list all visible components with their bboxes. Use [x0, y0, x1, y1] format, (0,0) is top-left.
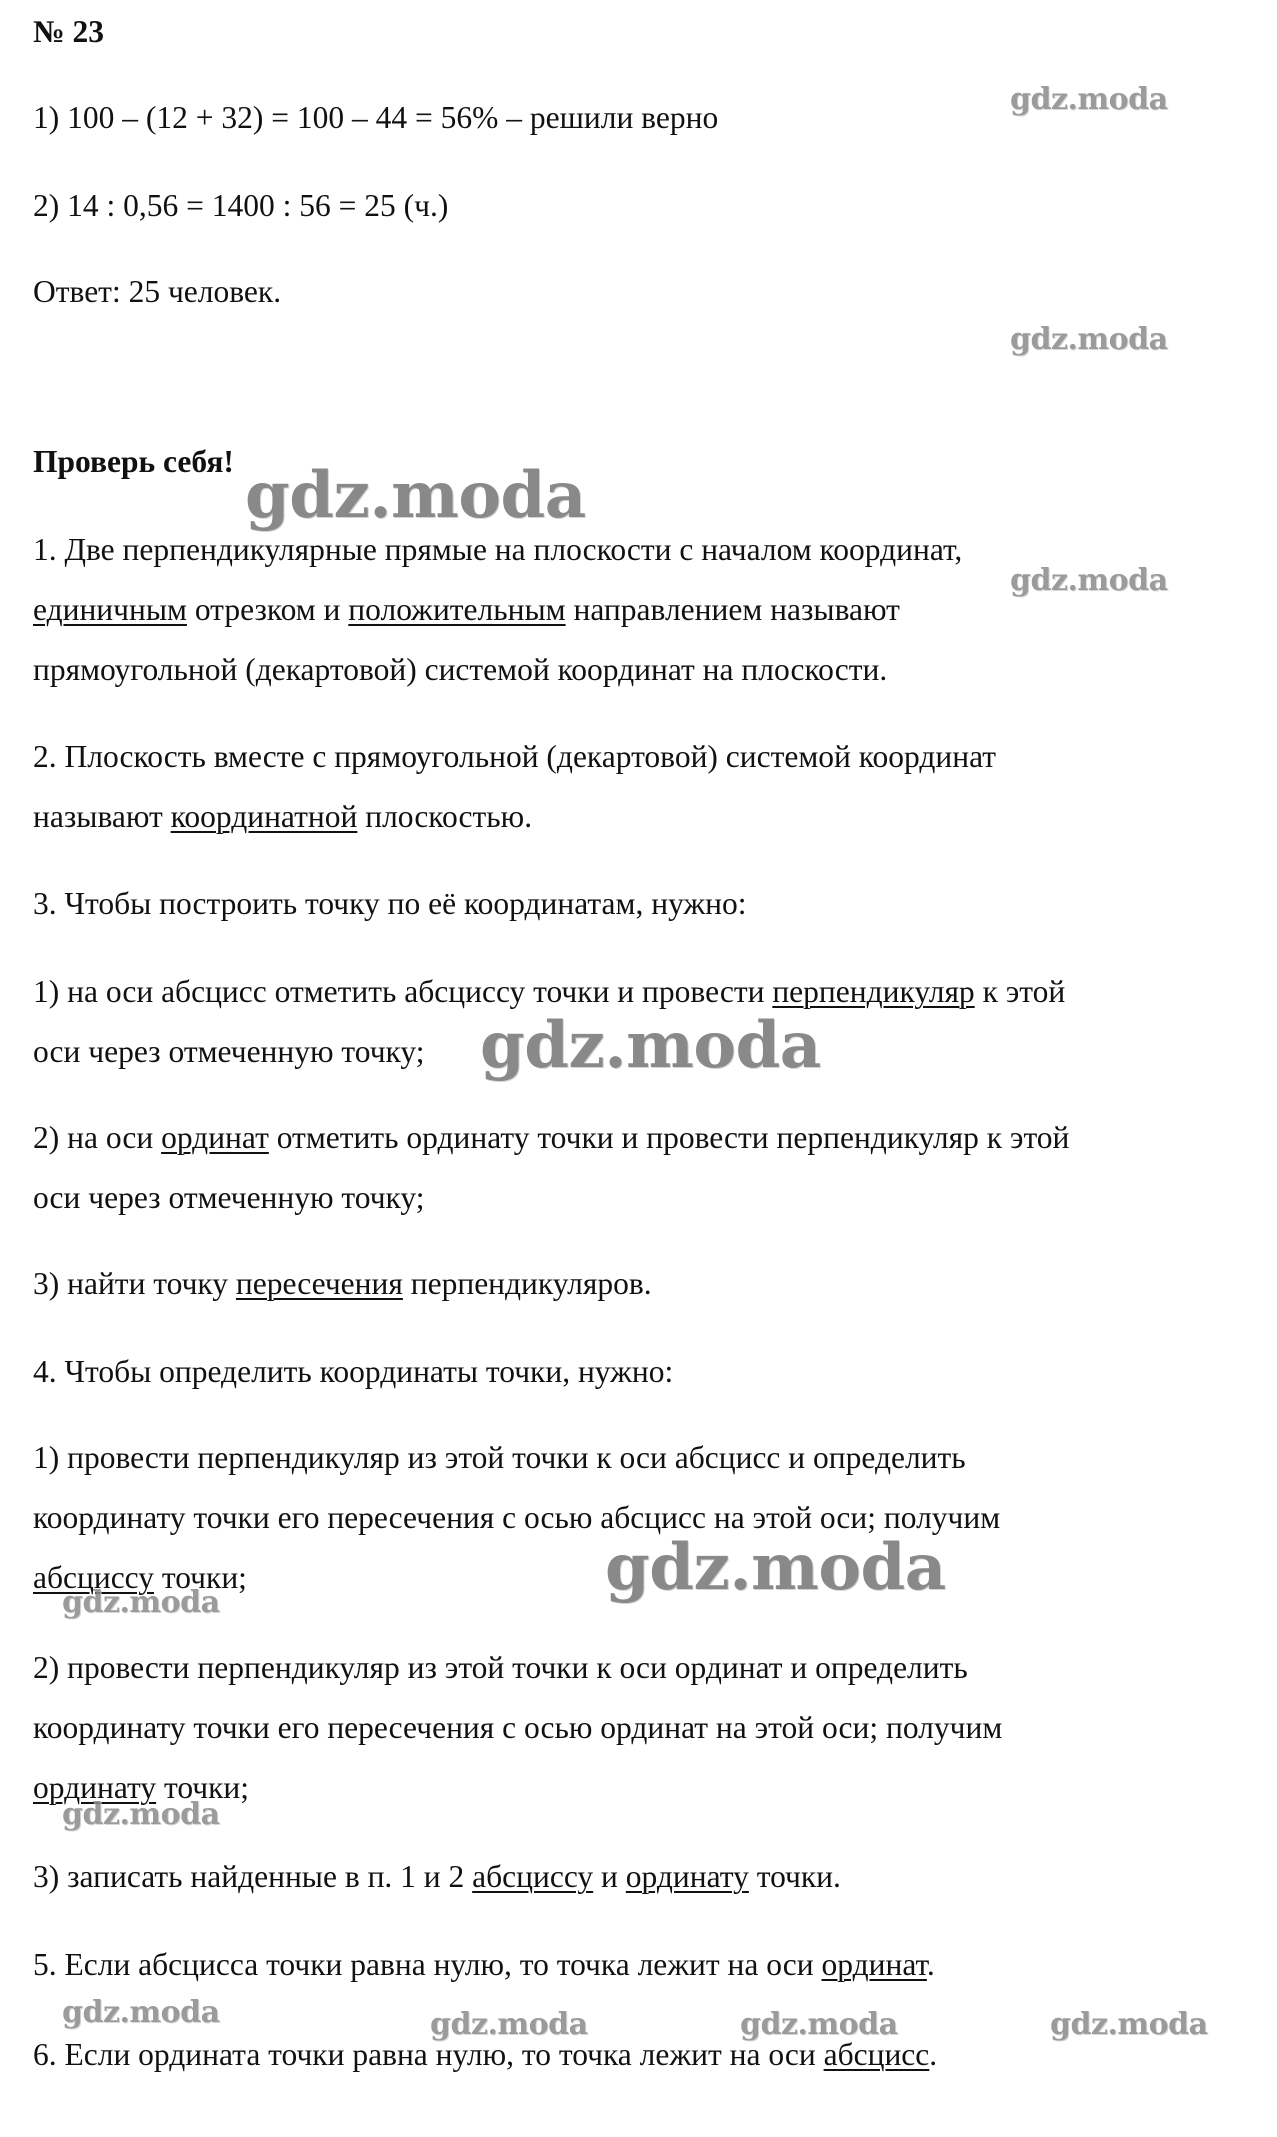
q1-line-1: 1. Две перпендикулярные прямые на плоскости с началом координат, — [33, 532, 963, 567]
watermark: gdz.moda — [605, 1530, 946, 1605]
solution-step-1: 1) 100 – (12 + 32) = 100 – 44 = 56% – решили верно — [33, 100, 719, 135]
q2-line-2: называют координатной плоскостью. — [33, 799, 533, 834]
watermark: gdz.moda — [740, 2007, 898, 2042]
solution-step-2: 2) 14 : 0,56 = 1400 : 56 = 25 (ч.) — [33, 188, 449, 223]
watermark: gdz.moda — [1010, 322, 1168, 357]
underlined-term: перпендикуляр — [772, 974, 975, 1009]
underlined-term: ординат — [161, 1120, 269, 1155]
underlined-term: абсциссу — [33, 1560, 155, 1595]
underlined-term: ординат — [821, 1947, 927, 1982]
underlined-term: ординату — [625, 1859, 749, 1894]
q4-step-2-line-2: координату точки его пересечения с осью ординат на этой оси; получим — [33, 1710, 1003, 1745]
q4-step-1-line-1: 1) провести перпендикуляр из этой точки к оси абсцисс и определить — [33, 1440, 966, 1475]
q4-step-1-line-2: координату точки его пересечения с осью абсцисс на этой оси; получим — [33, 1500, 1001, 1535]
q4-line-1: 4. Чтобы определить координаты точки, нужно: — [33, 1354, 674, 1389]
q1-line-2: единичным отрезком и положительным направлением называют — [33, 592, 900, 627]
watermark: gdz.moda — [62, 1797, 220, 1832]
q3-step-3: 3) найти точку пересечения перпендикуляров. — [33, 1266, 652, 1301]
q4-step-2-line-1: 2) провести перпендикуляр из этой точки к оси ординат и определить — [33, 1650, 968, 1685]
underlined-term: пересечения — [235, 1266, 403, 1301]
underlined-term: абсциссу — [472, 1859, 594, 1894]
q3-step-2-line-2: оси через отмеченную точку; — [33, 1180, 425, 1215]
watermark: gdz.moda — [1050, 2007, 1208, 2042]
q4-step-3: 3) записать найденные в п. 1 и 2 абсциссу и ординату точки. — [33, 1859, 841, 1894]
q3-step-1-line-1: 1) на оси абсцисс отметить абсциссу точки и провести перпендикуляр к этой — [33, 974, 1066, 1009]
watermark: gdz.moda — [1010, 563, 1168, 598]
q4-step-1-line-3: абсциссу точки; — [33, 1560, 247, 1595]
underlined-term: абсцисс — [823, 2037, 930, 2072]
q3-line-1: 3. Чтобы построить точку по её координатам, нужно: — [33, 886, 747, 921]
answer: Ответ: 25 человек. — [33, 274, 282, 309]
task-number: № 23 — [33, 14, 105, 49]
underlined-term: ординату — [33, 1770, 157, 1805]
q1-line-3: прямоугольной (декартовой) системой координат на плоскости. — [33, 652, 888, 687]
q5: 5. Если абсцисса точки равна нулю, то точка лежит на оси ординат. — [33, 1947, 935, 1982]
underlined-term: положительным — [348, 592, 566, 627]
watermark: gdz.moda — [62, 1995, 220, 2030]
q2-line-1: 2. Плоскость вместе с прямоугольной (декартовой) системой координат — [33, 739, 996, 774]
q3-step-1-line-2: оси через отмеченную точку; — [33, 1034, 425, 1069]
underlined-term: координатной — [170, 799, 358, 834]
watermark: gdz.moda — [62, 1585, 220, 1620]
underlined-term: единичным — [33, 592, 187, 627]
section-title: Проверь себя! — [33, 444, 234, 479]
watermark: gdz.moda — [1010, 82, 1168, 117]
watermark: gdz.moda — [430, 2007, 588, 2042]
q4-step-2-line-3: ординату точки; — [33, 1770, 250, 1805]
watermark: gdz.moda — [245, 458, 586, 533]
watermark: gdz.moda — [480, 1008, 821, 1083]
q6: 6. Если ордината точки равна нулю, то точка лежит на оси абсцисс. — [33, 2037, 938, 2072]
q3-step-2-line-1: 2) на оси ординат отметить ординату точки и провести перпендикуляр к этой — [33, 1120, 1070, 1155]
